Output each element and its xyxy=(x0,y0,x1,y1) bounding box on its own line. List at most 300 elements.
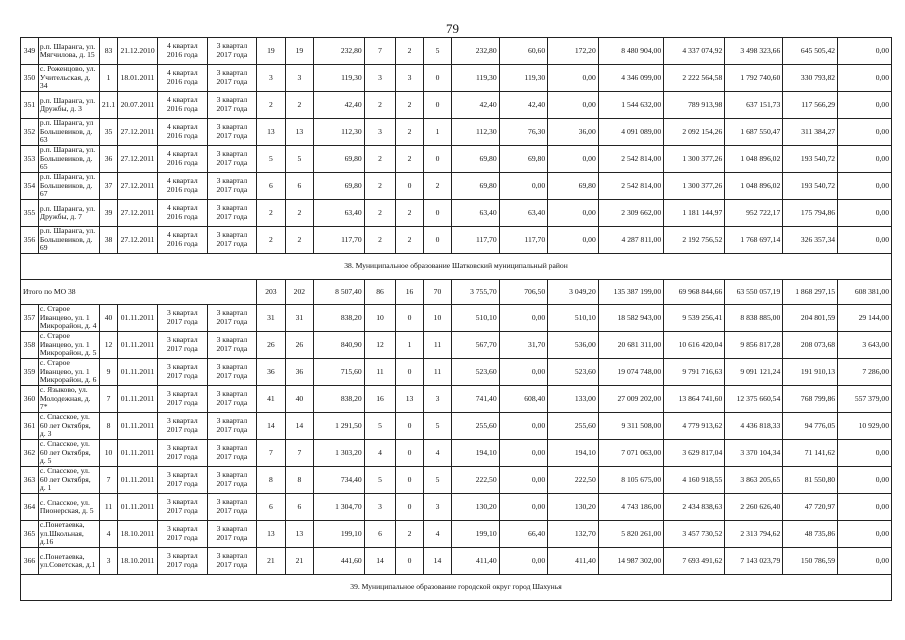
cell-s2: 4 337 074,92 xyxy=(664,38,725,65)
table-row xyxy=(21,413,892,440)
cell-doc: 38 xyxy=(100,227,118,254)
cell-a3: 411,40 xyxy=(548,548,599,575)
cell-p1: 26 xyxy=(257,332,285,359)
cell-c3: 11 xyxy=(423,332,451,359)
cell-a1: 567,70 xyxy=(452,332,499,359)
cell-c1: 3 xyxy=(364,494,396,521)
cell-area: 69,80 xyxy=(314,173,365,200)
cell-c1: 3 xyxy=(364,65,396,92)
cell-date: 01.11.2011 xyxy=(118,413,158,440)
cell-c2: 3 xyxy=(396,65,423,92)
cell-a3: 132,70 xyxy=(548,521,599,548)
cell-c1: 2 xyxy=(364,173,396,200)
cell-c2: 13 xyxy=(396,386,423,413)
cell-c2: 0 xyxy=(396,467,423,494)
cell-s5: 0,00 xyxy=(838,38,892,65)
cell-addr: с.Понетаевка, ул.Школьная, д.16 xyxy=(38,521,99,548)
cell-date: 27.12.2011 xyxy=(118,146,158,173)
table-row xyxy=(21,200,892,227)
cell-c1: 11 xyxy=(364,359,396,386)
cell-p1: 7 xyxy=(257,440,285,467)
cell-p1: 8 xyxy=(257,467,285,494)
cell-date: 18.10.2011 xyxy=(118,548,158,575)
cell-c1: 2 xyxy=(364,92,396,119)
cell-a2: 63,40 xyxy=(499,200,548,227)
cell-area: 8 507,40 xyxy=(314,280,365,305)
table-body-group-37 xyxy=(21,38,892,254)
cell-p2: 13 xyxy=(285,521,313,548)
cell-addr: р.п. Шаранга, ул. Большевиков, д. 69 xyxy=(38,227,99,254)
cell-s1: 8 480 904,00 xyxy=(598,38,663,65)
table-row xyxy=(21,386,892,413)
cell-s4: 117 566,29 xyxy=(783,92,838,119)
cell-area: 69,80 xyxy=(314,146,365,173)
table-row xyxy=(21,173,892,200)
cell-area: 1 304,70 xyxy=(314,494,365,521)
cell-doc: 8 xyxy=(100,413,118,440)
cell-s2: 1 181 144,97 xyxy=(664,200,725,227)
cell-date: 01.11.2011 xyxy=(118,359,158,386)
cell-addr: р.п. Шаранга, ул. Дружбы, д. 3 xyxy=(38,92,99,119)
cell-s1: 4 346 099,00 xyxy=(598,65,663,92)
cell-s2: 2 192 756,52 xyxy=(664,227,725,254)
cell-addr: р.п. Шаранга, ул. Дружбы, д. 7 xyxy=(38,200,99,227)
cell-c2: 0 xyxy=(396,413,423,440)
cell-s2: 10 616 420,04 xyxy=(664,332,725,359)
cell-s3: 9 856 817,28 xyxy=(725,332,783,359)
cell-doc: 10 xyxy=(100,440,118,467)
cell-q1: 3 квартал 2017 года xyxy=(158,440,208,467)
cell-p1: 2 xyxy=(257,200,285,227)
cell-n: 356 xyxy=(21,227,39,254)
cell-a3: 130,20 xyxy=(548,494,599,521)
cell-s1: 4 743 186,00 xyxy=(598,494,663,521)
cell-s5: 0,00 xyxy=(838,173,892,200)
cell-q1: 4 квартал 2016 года xyxy=(158,65,208,92)
cell-addr: с. Спасское, ул. 60 лет Октября, д. 5 xyxy=(38,440,99,467)
cell-n: 355 xyxy=(21,200,39,227)
cell-date: 21.12.2010 xyxy=(118,38,158,65)
cell-doc: 7 xyxy=(100,467,118,494)
cell-addr: с. Роженцово, ул. Учительская, д. 34 xyxy=(38,65,99,92)
cell-c2: 16 xyxy=(396,280,423,305)
cell-s4: 1 868 297,15 xyxy=(783,280,838,305)
cell-area: 840,90 xyxy=(314,332,365,359)
cell-s3: 2 260 626,40 xyxy=(725,494,783,521)
cell-q2: 3 квартал 2017 года xyxy=(207,305,257,332)
cell-area: 199,10 xyxy=(314,521,365,548)
cell-c2: 1 xyxy=(396,332,423,359)
cell-a1: 117,70 xyxy=(452,227,499,254)
cell-area: 838,20 xyxy=(314,305,365,332)
table-row xyxy=(21,119,892,146)
cell-s1: 1 544 632,00 xyxy=(598,92,663,119)
cell-p2: 31 xyxy=(285,305,313,332)
cell-s3: 7 143 023,79 xyxy=(725,548,783,575)
cell-p2: 36 xyxy=(285,359,313,386)
cell-q1: 3 квартал 2017 года xyxy=(158,548,208,575)
cell-c3: 3 xyxy=(423,386,451,413)
cell-q2: 3 квартал 2017 года xyxy=(207,146,257,173)
cell-a3: 222,50 xyxy=(548,467,599,494)
cell-c1: 5 xyxy=(364,467,396,494)
cell-s2: 1 300 377,26 xyxy=(664,146,725,173)
cell-a1: 232,80 xyxy=(452,38,499,65)
cell-s5: 7 286,00 xyxy=(838,359,892,386)
cell-s5: 608 381,00 xyxy=(838,280,892,305)
cell-c1: 6 xyxy=(364,521,396,548)
cell-s4: 645 505,42 xyxy=(783,38,838,65)
cell-s2: 3 457 730,52 xyxy=(664,521,725,548)
cell-q2: 3 квартал 2017 года xyxy=(207,548,257,575)
cell-s3: 3 498 323,66 xyxy=(725,38,783,65)
cell-p2: 6 xyxy=(285,173,313,200)
cell-c3: 3 xyxy=(423,494,451,521)
cell-p1: 13 xyxy=(257,119,285,146)
cell-q1: 4 квартал 2016 года xyxy=(158,92,208,119)
cell-s2: 13 864 741,60 xyxy=(664,386,725,413)
cell-c2: 2 xyxy=(396,521,423,548)
cell-s4: 47 720,97 xyxy=(783,494,838,521)
cell-c3: 5 xyxy=(423,467,451,494)
cell-s3: 1 687 550,47 xyxy=(725,119,783,146)
cell-a3: 0,00 xyxy=(548,200,599,227)
cell-area: 63,40 xyxy=(314,200,365,227)
cell-q1: 4 квартал 2016 года xyxy=(158,227,208,254)
cell-p1: 41 xyxy=(257,386,285,413)
cell-q1: 3 квартал 2017 года xyxy=(158,413,208,440)
cell-date: 20.07.2011 xyxy=(118,92,158,119)
cell-n: 353 xyxy=(21,146,39,173)
cell-s2: 2 434 838,63 xyxy=(664,494,725,521)
cell-s2: 9 539 256,41 xyxy=(664,305,725,332)
cell-q2: 3 квартал 2017 года xyxy=(207,173,257,200)
cell-c1: 10 xyxy=(364,305,396,332)
table-row xyxy=(21,38,892,65)
cell-c1: 7 xyxy=(364,38,396,65)
cell-n: 354 xyxy=(21,173,39,200)
cell-p1: 6 xyxy=(257,494,285,521)
cell-a1: 3 755,70 xyxy=(452,280,499,305)
cell-s1: 135 387 199,00 xyxy=(598,280,663,305)
cell-s5: 557 379,00 xyxy=(838,386,892,413)
cell-c3: 1 xyxy=(423,119,451,146)
cell-s3: 1 768 697,14 xyxy=(725,227,783,254)
cell-area: 119,30 xyxy=(314,65,365,92)
cell-q1: 4 квартал 2016 года xyxy=(158,119,208,146)
cell-a2: 66,40 xyxy=(499,521,548,548)
cell-q1: 3 квартал 2017 года xyxy=(158,386,208,413)
resettlement-table xyxy=(20,37,892,601)
cell-addr: с. Старое Иванцево, ул. 1 Микрорайон, д. 5 xyxy=(38,332,99,359)
cell-a3: 510,10 xyxy=(548,305,599,332)
cell-a1: 255,60 xyxy=(452,413,499,440)
cell-c1: 14 xyxy=(364,548,396,575)
cell-a1: 222,50 xyxy=(452,467,499,494)
cell-s1: 8 105 675,00 xyxy=(598,467,663,494)
cell-c3: 10 xyxy=(423,305,451,332)
cell-n: 363 xyxy=(21,467,39,494)
table-row xyxy=(21,359,892,386)
cell-a3: 69,80 xyxy=(548,173,599,200)
cell-a2: 0,00 xyxy=(499,305,548,332)
cell-a1: 411,40 xyxy=(452,548,499,575)
cell-p2: 2 xyxy=(285,227,313,254)
section-38-header xyxy=(21,254,892,305)
cell-s3: 1 048 896,02 xyxy=(725,173,783,200)
cell-p2: 202 xyxy=(285,280,313,305)
cell-p2: 5 xyxy=(285,146,313,173)
cell-n: 352 xyxy=(21,119,39,146)
cell-s1: 2 542 814,00 xyxy=(598,173,663,200)
cell-n: 350 xyxy=(21,65,39,92)
cell-addr: р.п. Шаранга, ул. Мягчилова, д. 15 xyxy=(38,38,99,65)
cell-a3: 0,00 xyxy=(548,227,599,254)
cell-a3: 0,00 xyxy=(548,65,599,92)
cell-c2: 0 xyxy=(396,440,423,467)
cell-q2: 3 квартал 2017 года xyxy=(207,521,257,548)
cell-c3: 0 xyxy=(423,65,451,92)
cell-s2: 69 968 844,66 xyxy=(664,280,725,305)
cell-c2: 2 xyxy=(396,200,423,227)
cell-p1: 19 xyxy=(257,38,285,65)
cell-a1: 69,80 xyxy=(452,146,499,173)
cell-q2: 3 квартал 2017 года xyxy=(207,440,257,467)
cell-q1: 3 квартал 2017 года xyxy=(158,359,208,386)
cell-s2: 789 913,98 xyxy=(664,92,725,119)
cell-a3: 0,00 xyxy=(548,92,599,119)
cell-c1: 3 xyxy=(364,119,396,146)
cell-p1: 13 xyxy=(257,521,285,548)
cell-a3: 172,20 xyxy=(548,38,599,65)
cell-q1: 3 квартал 2017 года xyxy=(158,332,208,359)
cell-n: 361 xyxy=(21,413,39,440)
cell-q1: 4 квартал 2016 года xyxy=(158,38,208,65)
cell-n: 366 xyxy=(21,548,39,575)
cell-s4: 48 735,86 xyxy=(783,521,838,548)
cell-q2: 3 квартал 2017 года xyxy=(207,332,257,359)
cell-n: 351 xyxy=(21,92,39,119)
cell-s5: 3 643,00 xyxy=(838,332,892,359)
cell-s2: 1 300 377,26 xyxy=(664,173,725,200)
cell-date: 01.11.2011 xyxy=(118,305,158,332)
cell-p2: 7 xyxy=(285,440,313,467)
cell-s4: 81 550,80 xyxy=(783,467,838,494)
cell-date: 27.12.2011 xyxy=(118,227,158,254)
cell-a1: 112,30 xyxy=(452,119,499,146)
cell-area: 42,40 xyxy=(314,92,365,119)
cell-c1: 2 xyxy=(364,200,396,227)
cell-s5: 0,00 xyxy=(838,146,892,173)
cell-a2: 0,00 xyxy=(499,440,548,467)
cell-c2: 2 xyxy=(396,227,423,254)
cell-doc: 21.1 xyxy=(100,92,118,119)
cell-s5: 10 929,00 xyxy=(838,413,892,440)
cell-s4: 330 793,82 xyxy=(783,65,838,92)
cell-s3: 637 151,73 xyxy=(725,92,783,119)
cell-a1: 130,20 xyxy=(452,494,499,521)
cell-s4: 193 540,72 xyxy=(783,146,838,173)
cell-s5: 0,00 xyxy=(838,494,892,521)
cell-a3: 194,10 xyxy=(548,440,599,467)
cell-a2: 0,00 xyxy=(499,548,548,575)
cell-p2: 26 xyxy=(285,332,313,359)
cell-p2: 3 xyxy=(285,65,313,92)
cell-q2: 3 квартал 2017 года xyxy=(207,92,257,119)
cell-c1: 12 xyxy=(364,332,396,359)
cell-area: 112,30 xyxy=(314,119,365,146)
cell-p2: 8 xyxy=(285,467,313,494)
cell-c3: 70 xyxy=(423,280,451,305)
cell-n: 365 xyxy=(21,521,39,548)
cell-s2: 9 791 716,63 xyxy=(664,359,725,386)
table-row xyxy=(21,65,892,92)
cell-q2: 3 квартал 2017 года xyxy=(207,413,257,440)
cell-p2: 2 xyxy=(285,200,313,227)
cell-p2: 21 xyxy=(285,548,313,575)
cell-addr: с. Старое Иванцево, ул. 1 Микрорайон, д. 4 xyxy=(38,305,99,332)
cell-a3: 3 049,20 xyxy=(548,280,599,305)
cell-q2: 3 квартал 2017 года xyxy=(207,38,257,65)
cell-p1: 14 xyxy=(257,413,285,440)
cell-n: 357 xyxy=(21,305,39,332)
cell-s2: 4 779 913,62 xyxy=(664,413,725,440)
cell-s4: 150 786,59 xyxy=(783,548,838,575)
cell-doc: 3 xyxy=(100,548,118,575)
cell-s2: 4 160 918,55 xyxy=(664,467,725,494)
cell-addr: р.п. Шаранга, ул Большевиков, д. 63 xyxy=(38,119,99,146)
cell-addr: с. Старое Иванцево, ул. 1 Микрорайон, д. 6 xyxy=(38,359,99,386)
cell-date: 18.01.2011 xyxy=(118,65,158,92)
cell-p1: 5 xyxy=(257,146,285,173)
cell-s3: 1 048 896,02 xyxy=(725,146,783,173)
cell-s1: 4 091 089,00 xyxy=(598,119,663,146)
cell-p2: 14 xyxy=(285,413,313,440)
cell-a2: 42,40 xyxy=(499,92,548,119)
table-body-group-38 xyxy=(21,305,892,575)
table-row xyxy=(21,92,892,119)
cell-q1: 4 квартал 2016 года xyxy=(158,146,208,173)
cell-p1: 2 xyxy=(257,227,285,254)
cell-area: 715,60 xyxy=(314,359,365,386)
cell-s5: 0,00 xyxy=(838,200,892,227)
cell-s5: 0,00 xyxy=(838,548,892,575)
cell-doc: 11 xyxy=(100,494,118,521)
cell-addr: с. Спасское, ул. 60 лет Октября, д. 3 xyxy=(38,413,99,440)
cell-date: 01.11.2011 xyxy=(118,494,158,521)
cell-n: 360 xyxy=(21,386,39,413)
cell-doc: 9 xyxy=(100,359,118,386)
cell-c1: 86 xyxy=(364,280,396,305)
cell-p1: 3 xyxy=(257,65,285,92)
cell-doc: 40 xyxy=(100,305,118,332)
cell-date: 27.12.2011 xyxy=(118,119,158,146)
cell-s2: 2 222 564,58 xyxy=(664,65,725,92)
cell-q1: 3 квартал 2017 года xyxy=(158,467,208,494)
section-title: 38. Муниципальное образование Шатковский муниципальный район xyxy=(21,254,892,280)
cell-c2: 0 xyxy=(396,173,423,200)
cell-a3: 536,00 xyxy=(548,332,599,359)
cell-s4: 191 910,13 xyxy=(783,359,838,386)
cell-c1: 2 xyxy=(364,227,396,254)
cell-s5: 29 144,00 xyxy=(838,305,892,332)
cell-c3: 4 xyxy=(423,440,451,467)
cell-c3: 5 xyxy=(423,38,451,65)
section-39-header xyxy=(21,575,892,601)
cell-area: 838,20 xyxy=(314,386,365,413)
cell-c3: 11 xyxy=(423,359,451,386)
cell-c2: 0 xyxy=(396,359,423,386)
cell-c3: 14 xyxy=(423,548,451,575)
cell-s3: 2 313 794,62 xyxy=(725,521,783,548)
cell-s2: 3 629 817,04 xyxy=(664,440,725,467)
cell-a1: 199,10 xyxy=(452,521,499,548)
cell-q2: 3 квартал 2017 года xyxy=(207,65,257,92)
cell-date: 18.10.2011 xyxy=(118,521,158,548)
page-number: 79 xyxy=(446,21,459,36)
cell-q2: 3 квартал 2017 года xyxy=(207,119,257,146)
cell-doc: 1 xyxy=(100,65,118,92)
cell-doc: 37 xyxy=(100,173,118,200)
section-title: 39. Муниципальное образование городской округ город Шахунья xyxy=(21,575,892,601)
cell-area: 441,60 xyxy=(314,548,365,575)
cell-a3: 255,60 xyxy=(548,413,599,440)
cell-p2: 13 xyxy=(285,119,313,146)
cell-n: 358 xyxy=(21,332,39,359)
cell-c2: 2 xyxy=(396,38,423,65)
cell-area: 1 303,20 xyxy=(314,440,365,467)
cell-s4: 326 357,34 xyxy=(783,227,838,254)
cell-addr: с. Спасское, ул. 60 лет Октября, д. 1 xyxy=(38,467,99,494)
total-label: Итого по МО 38 xyxy=(21,280,257,305)
cell-s3: 1 792 740,60 xyxy=(725,65,783,92)
cell-c3: 0 xyxy=(423,92,451,119)
cell-s4: 175 794,86 xyxy=(783,200,838,227)
cell-s1: 2 309 662,00 xyxy=(598,200,663,227)
cell-s3: 8 838 885,00 xyxy=(725,305,783,332)
cell-a2: 0,00 xyxy=(499,494,548,521)
cell-a3: 133,00 xyxy=(548,386,599,413)
cell-a1: 741,40 xyxy=(452,386,499,413)
cell-s3: 4 436 818,33 xyxy=(725,413,783,440)
cell-date: 01.11.2011 xyxy=(118,386,158,413)
cell-c2: 0 xyxy=(396,494,423,521)
cell-a1: 523,60 xyxy=(452,359,499,386)
cell-q2: 3 квартал 2017 года xyxy=(207,200,257,227)
cell-s3: 9 091 121,24 xyxy=(725,359,783,386)
cell-p2: 6 xyxy=(285,494,313,521)
cell-n: 359 xyxy=(21,359,39,386)
cell-area: 117,70 xyxy=(314,227,365,254)
cell-addr: р.п. Шаранга, ул. Большевиков, д. 65 xyxy=(38,146,99,173)
cell-a2: 608,40 xyxy=(499,386,548,413)
cell-a2: 69,80 xyxy=(499,146,548,173)
cell-a2: 60,60 xyxy=(499,38,548,65)
cell-doc: 35 xyxy=(100,119,118,146)
cell-doc: 83 xyxy=(100,38,118,65)
cell-q2: 3 квартал 2017 года xyxy=(207,359,257,386)
cell-s1: 27 009 202,00 xyxy=(598,386,663,413)
cell-addr: с.Понетаевка, ул.Советская, д.1 xyxy=(38,548,99,575)
cell-n: 362 xyxy=(21,440,39,467)
cell-a3: 523,60 xyxy=(548,359,599,386)
cell-c2: 2 xyxy=(396,119,423,146)
cell-p1: 31 xyxy=(257,305,285,332)
cell-addr: р.п. Шаранга, ул. Большевиков, д. 67 xyxy=(38,173,99,200)
cell-p1: 2 xyxy=(257,92,285,119)
cell-doc: 12 xyxy=(100,332,118,359)
cell-s1: 4 287 811,00 xyxy=(598,227,663,254)
